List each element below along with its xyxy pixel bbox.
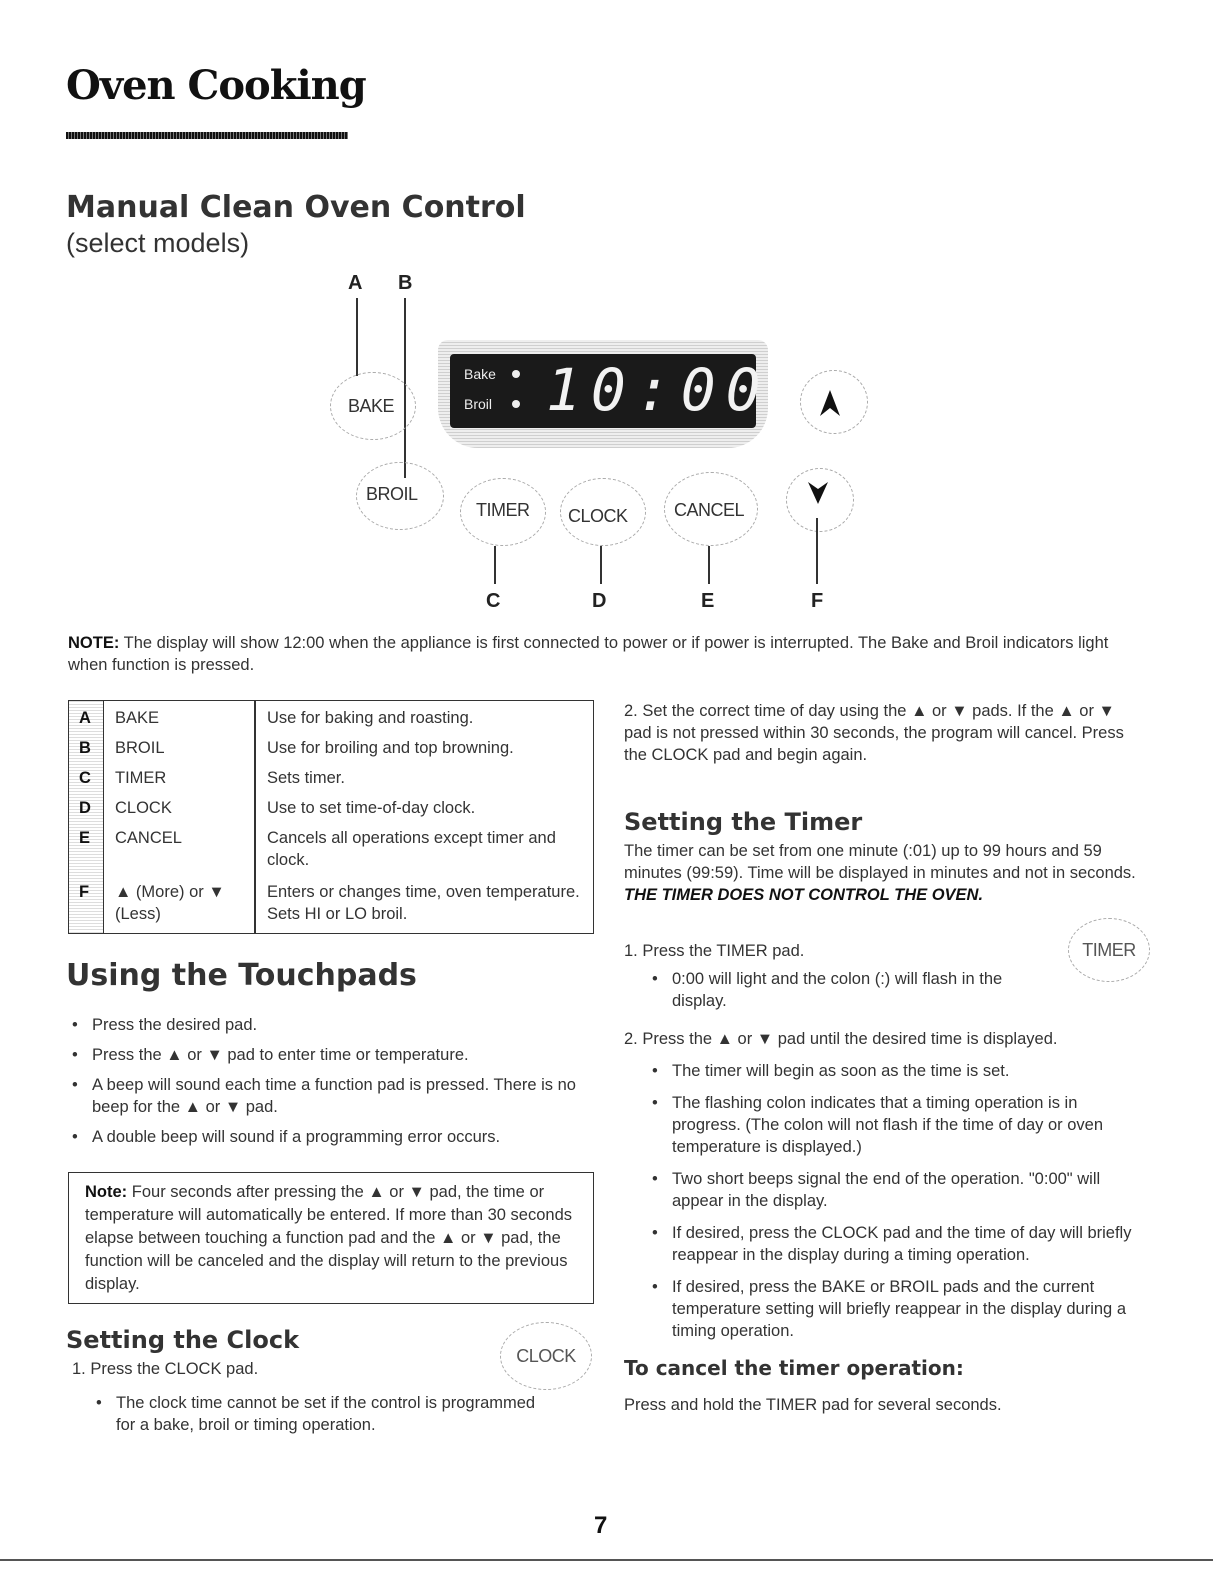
bullet-text: The clock time cannot be set if the control is programmed for a bake, broil or timing operation. xyxy=(116,1394,536,1434)
bullet-text: A double beep will sound if a programming error occurs. xyxy=(92,1128,501,1146)
callout-c: C xyxy=(486,590,501,612)
spec-letter: B xyxy=(79,739,91,757)
callout-f-line xyxy=(816,518,818,584)
spec-name: CLOCK xyxy=(115,799,172,817)
list-item: • Press the ▲ or ▼ pad to enter time or temperature. xyxy=(72,1046,469,1064)
callout-d: D xyxy=(592,590,607,612)
timer-step1-bullet: • 0:00 will light and the colon (:) will flash in the display. xyxy=(652,970,1003,1010)
callout-a: A xyxy=(348,272,363,294)
manual-subheading: (select models) xyxy=(66,228,250,258)
bullet-text: Press the ▲ or ▼ pad to enter time or temperature. xyxy=(92,1046,469,1064)
callout-c-line xyxy=(494,546,496,584)
oven-display xyxy=(438,340,771,448)
spec-desc: Use for baking and roasting. xyxy=(267,709,474,727)
spec-letter: E xyxy=(79,829,91,847)
spec-letter: A xyxy=(79,709,91,727)
spec-desc: Enters or changes time, oven temperature. Sets HI or LO broil. xyxy=(267,883,580,923)
note-box-text: Four seconds after pressing the ▲ or ▼ pad, the time or temperature will automatically be entered. If more than 30 seconds elapse between touching a function pad and the ▲ or ▼ pad, the function will be canceled and the display will return to the previous display. xyxy=(85,1183,573,1293)
list-item: • Press the desired pad. xyxy=(72,1016,258,1034)
spec-letter: C xyxy=(79,769,91,787)
note-top-text: The display will show 12:00 when the appliance is first connected to power or if power is interrupted. The Bake and Broil indicators light when function is pressed. xyxy=(68,634,1109,674)
spec-column-divider xyxy=(254,701,256,933)
spec-name: BAKE xyxy=(115,709,160,727)
timer-intro-emphasis: THE TIMER DOES NOT CONTROL THE OVEN. xyxy=(624,886,984,904)
timer-step2-bullets xyxy=(652,1060,1148,1352)
callout-a-line xyxy=(356,298,358,376)
clock-step1: 1. Press the CLOCK pad. xyxy=(72,1360,259,1378)
bullet-text: The flashing colon indicates that a timing operation is in progress. (The colon will not flash if the time of day or oven temperature is displayed.) xyxy=(672,1094,1104,1156)
cancel-pad-label: CANCEL xyxy=(674,500,745,520)
spec-name: BROIL xyxy=(115,739,165,757)
callout-d-line xyxy=(600,546,602,584)
broil-indicator: Broil xyxy=(464,396,493,412)
callout-e: E xyxy=(701,590,715,612)
display-time: 10:00 xyxy=(546,356,771,424)
spec-desc: Use to set time-of-day clock. xyxy=(267,799,476,817)
list-item: • The timer will begin as soon as the time is set. xyxy=(652,1062,1010,1080)
note-box-label: Note: xyxy=(85,1183,128,1201)
timer-pad-small: TIMER xyxy=(1068,918,1150,982)
bullet-text: A beep will sound each time a function pad is pressed. There is no beep for the ▲ or ▼ pad. xyxy=(92,1076,576,1116)
cancel-timer-heading: To cancel the timer operation: xyxy=(624,1356,964,1380)
clock-step1-bullet: • The clock time cannot be set if the control is programmed for a bake, broil or timing operation. xyxy=(96,1394,536,1434)
callout-b: B xyxy=(398,272,413,294)
bake-pad-label: BAKE xyxy=(348,396,395,416)
callout-f: F xyxy=(811,590,824,612)
spec-letter: D xyxy=(79,799,91,817)
control-panel-diagram xyxy=(0,0,1213,620)
page-title: Oven Cooking xyxy=(66,62,366,109)
spec-name: CANCEL xyxy=(115,829,182,847)
cancel-timer-text: Press and hold the TIMER pad for several seconds. xyxy=(624,1396,1002,1414)
manual-heading: Manual Clean Oven Control xyxy=(66,190,526,225)
page-number: 7 xyxy=(594,1512,608,1539)
pad-spec-table xyxy=(68,700,594,934)
spec-letter: F xyxy=(79,883,90,901)
list-item: • If desired, press the CLOCK pad and the time of day will briefly reappear in the display during a timing operation. xyxy=(652,1224,1132,1264)
timer-intro xyxy=(624,840,1148,906)
bottom-rule xyxy=(0,1559,1213,1561)
clock-pad-label: CLOCK xyxy=(568,506,628,526)
arrow-up-icon xyxy=(818,388,842,418)
bullet-text: Two short beeps signal the end of the operation. "0:00" will appear in the display. xyxy=(672,1170,1101,1210)
bullet-text: If desired, press the CLOCK pad and the time of day will briefly reappear in the display during a timing operation. xyxy=(672,1224,1132,1264)
timer-step1: 1. Press the TIMER pad. xyxy=(624,942,805,960)
list-item: • A beep will sound each time a function pad is pressed. There is no beep for the ▲ or ▼ pad. xyxy=(72,1076,576,1116)
note-top xyxy=(68,632,1148,676)
spec-desc: Sets timer. xyxy=(267,769,345,787)
touchpads-heading: Using the Touchpads xyxy=(66,958,417,993)
broil-pad-label: BROIL xyxy=(366,484,418,504)
spec-name: ▲ (More) or ▼ (Less) xyxy=(115,883,225,923)
timer-step2: 2. Press the ▲ or ▼ pad until the desired time is displayed. xyxy=(624,1030,1058,1048)
spec-name: TIMER xyxy=(115,769,167,787)
spec-desc: Cancels all operations except timer and clock. xyxy=(267,829,556,869)
callout-e-line xyxy=(708,546,710,584)
display-screen xyxy=(450,354,771,428)
touchpads-bullets xyxy=(72,1014,592,1156)
timer-heading: Setting the Timer xyxy=(624,808,863,836)
note-top-label: NOTE: xyxy=(68,634,120,652)
arrow-down-icon xyxy=(806,480,830,506)
note-box xyxy=(68,1172,594,1304)
clock-step2: 2. Set the correct time of day using the ▲ or ▼ pads. If the ▲ or ▼ pad is not pressed within 30 seconds, the program will cancel. Press the CLOCK pad and begin again. xyxy=(624,702,1124,764)
bullet-text: Press the desired pad. xyxy=(92,1016,258,1034)
bullet-text: The timer will begin as soon as the time is set. xyxy=(672,1062,1010,1080)
broil-indicator-dot xyxy=(512,400,520,408)
timer-pad-label: TIMER xyxy=(476,500,530,520)
clock-heading: Setting the Clock xyxy=(66,1326,300,1354)
list-item: • Two short beeps signal the end of the operation. "0:00" will appear in the display. xyxy=(652,1170,1101,1210)
note-box-content xyxy=(85,1181,579,1296)
clock-pad-small: CLOCK xyxy=(500,1322,592,1390)
list-item: • If desired, press the BAKE or BROIL pads and the current temperature setting will briefly reappear in the display during a timing operation. xyxy=(652,1278,1126,1340)
bake-indicator-dot xyxy=(512,370,520,378)
list-item: • A double beep will sound if a programming error occurs. xyxy=(72,1128,501,1146)
timer-intro-text: The timer can be set from one minute (:01) up to 99 hours and 59 minutes (99:59). Time will be displayed in minutes and not in seconds. xyxy=(624,842,1136,882)
bullet-text: If desired, press the BAKE or BROIL pads and the current temperature setting will briefly reappear in the display during a timing operation. xyxy=(672,1278,1126,1340)
spec-desc: Use for broiling and top browning. xyxy=(267,739,514,757)
bullet-text: 0:00 will light and the colon (:) will flash in the display. xyxy=(672,970,1003,1010)
list-item: • The flashing colon indicates that a timing operation is in progress. (The colon will not flash if the time of day or oven temperature is displayed.) xyxy=(652,1094,1104,1156)
bake-indicator: Bake xyxy=(464,366,496,382)
